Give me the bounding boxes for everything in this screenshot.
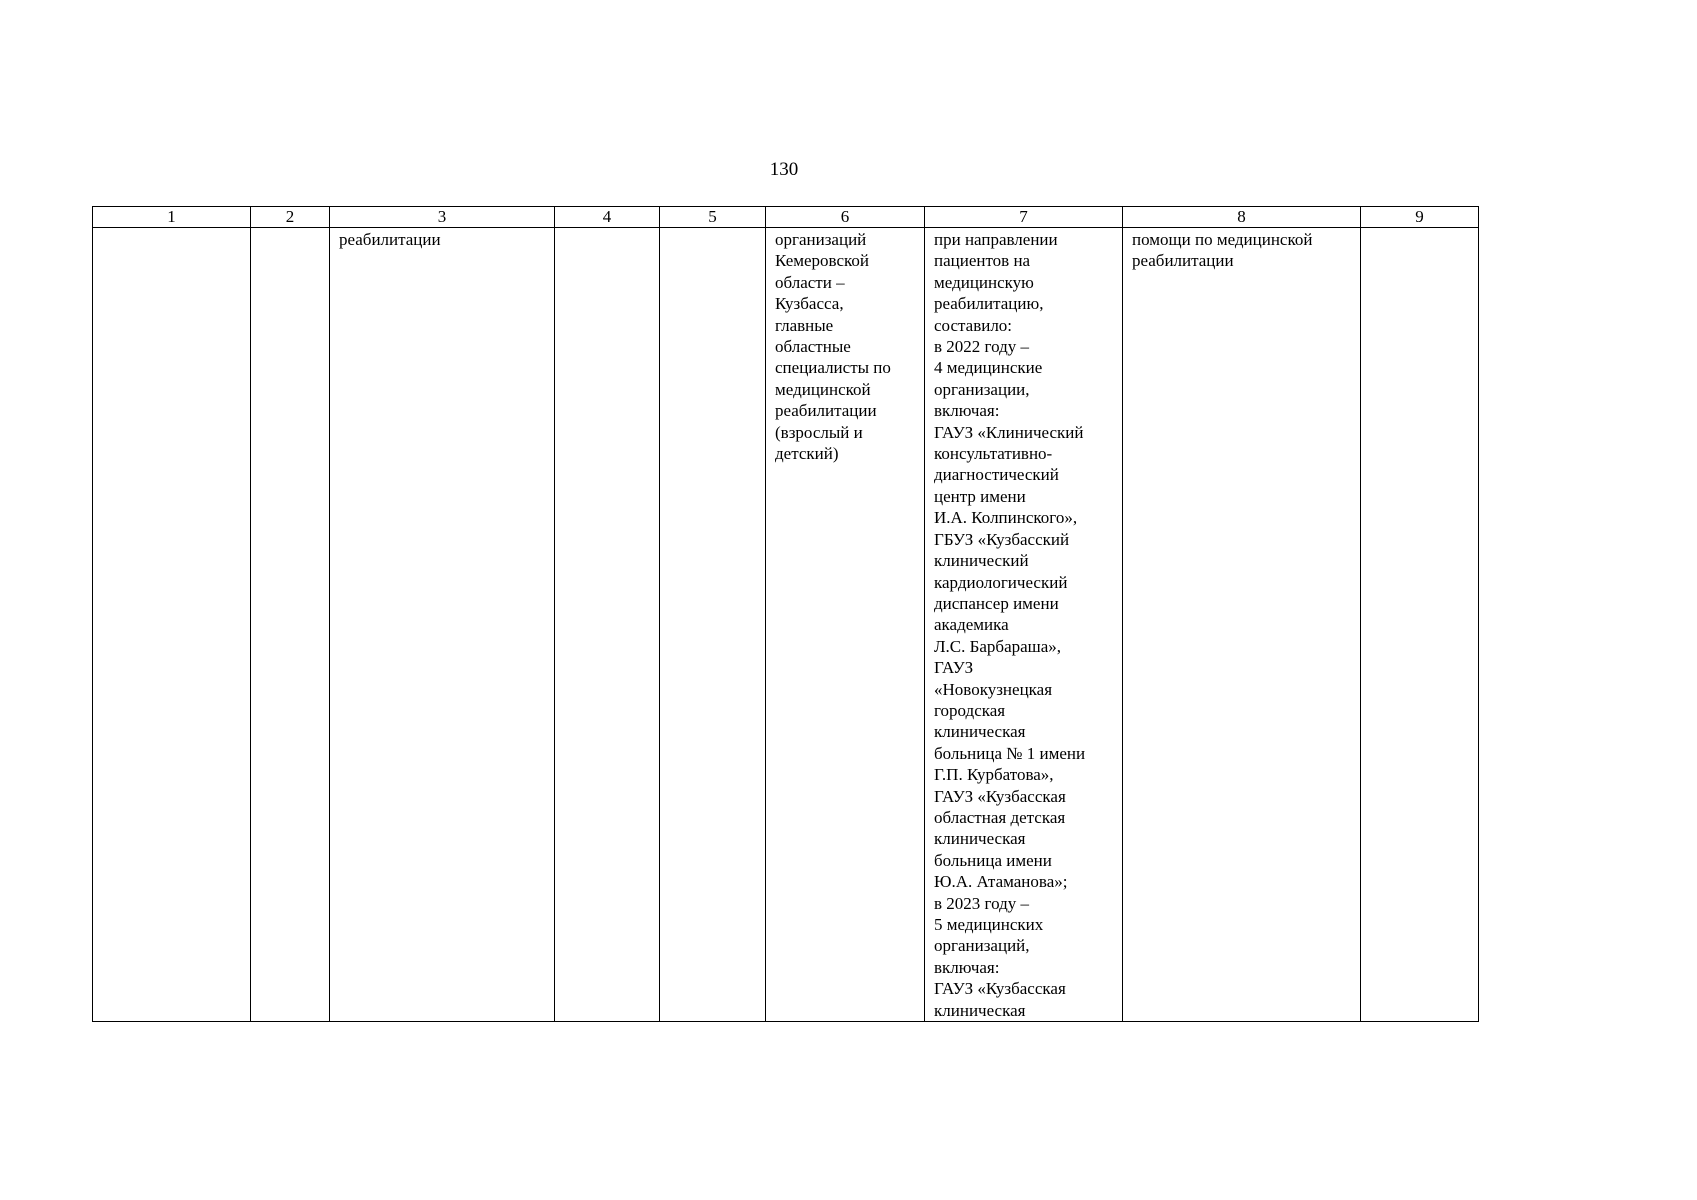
- cell-col-3-text: реабилитации: [339, 230, 441, 249]
- cell-col-2-text: [251, 228, 329, 229]
- header-cell-7: 7: [925, 207, 1123, 228]
- header-cell-4: 4: [555, 207, 660, 228]
- header-cell-2: 2: [251, 207, 330, 228]
- cell-col-9: [1361, 228, 1479, 1022]
- cell-col-8: [1123, 228, 1361, 1022]
- table-header-row: [93, 207, 1479, 228]
- cell-col-4-text: [555, 228, 659, 229]
- cell-col-4: [555, 228, 660, 1022]
- header-cell-6: 6: [766, 207, 925, 228]
- cell-col-5: [660, 228, 766, 1022]
- header-cell-1: 1: [93, 207, 251, 228]
- cell-col-6: [766, 228, 925, 1022]
- header-cell-8: 8: [1123, 207, 1361, 228]
- cell-col-8-text: помощи по медицинской реабилитации: [1132, 230, 1313, 271]
- cell-col-1-text: [93, 228, 250, 229]
- cell-col-2: [251, 228, 330, 1022]
- cell-col-6-text: организаций Кемеровской области – Кузбасса, главные областные специалисты по медицинской реабилитации (взрослый и детский): [775, 230, 891, 464]
- header-cell-9: 9: [1361, 207, 1479, 228]
- cell-col-5-text: [660, 228, 765, 229]
- header-cell-5: 5: [660, 207, 766, 228]
- cell-col-7-text: при направлении пациентов на медицинскую реабилитацию, составило: в 2022 году – 4 медицинские организации, включая: ГАУЗ «Клинический консультативно- диагностический центр имени И.А. Колпинского», ГБУЗ «Кузбасский клинический кардиологический диспансер имени академика Л.С. Барбараша», ГАУЗ «Новокузнецкая городская клиническая больница № 1 имени Г.П. Курбатова», ГАУЗ «Кузбасская областная детская клиническая больница имени Ю.А. Атаманова»; в 2023 году – 5 медицинских организаций, включая: ГАУЗ «Кузбасская клиническая: [934, 230, 1086, 1020]
- table-row: [93, 228, 1479, 1022]
- document-table: [92, 206, 1479, 1022]
- cell-col-3: [330, 228, 555, 1022]
- cell-col-9-text: [1361, 228, 1478, 229]
- cell-col-1: [93, 228, 251, 1022]
- header-cell-3: 3: [330, 207, 555, 228]
- page-number: 130: [769, 159, 799, 180]
- cell-col-7: [925, 228, 1123, 1022]
